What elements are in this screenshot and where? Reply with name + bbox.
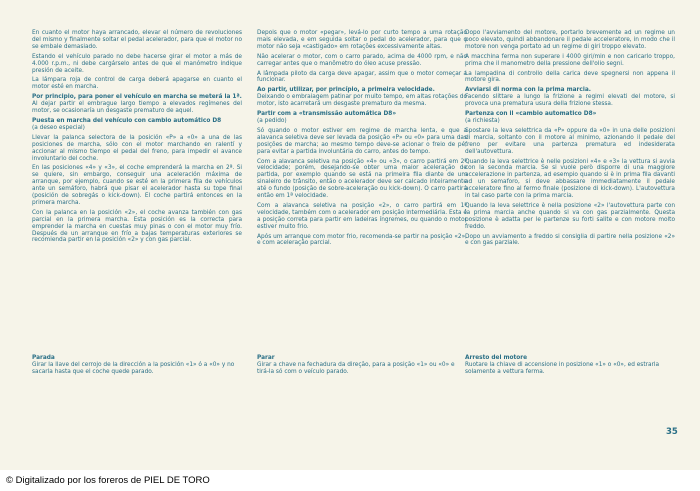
section-heading: Parada (32, 355, 55, 361)
paragraph: Não acelerar o motor, com o carro parado, acima de 4000 rpm, e não carregar antes que o manômetro do óleo acuse pressão. (257, 53, 467, 67)
paragraph: La lampadina di controllo della carica deve spegnersi non appena il motore gira. (465, 70, 675, 84)
section-stop-spanish (32, 355, 242, 376)
paragraph: En las posiciones «4» y «3», el coche emprenderá la marcha en 2ª. Si se quiere, sin embargo, conseguir una aceleración máxima de arranque, por ejemplo, cuando se esté en la primera fila de vehículos ante un semáforo, habrá que pisar el acelerador hasta su tope final (posición de sobregás o kick-down). El coche partirá entonces en la primera marcha. (32, 165, 242, 206)
paragraph-heading: Por principio, para poner el vehículo en marcha se meterá la 1ª. (32, 94, 242, 101)
paragraph: Con la palanca en la posición «2», el coche avanza también con gas parcial en la primera marcha. Esta posición es la correcta para emprender la marcha en cuestas muy pinas o con el motor muy frío. Después de un arranque en frío a bajas temperaturas exteriores se recomienda partir en la posición «2» y con gas parcial. (32, 209, 242, 244)
section-text: Girar la llave del cerrojo de la dirección a la posición «1» ó a «0» y no sacarla hasta que el coche quede parado. (32, 361, 235, 375)
paragraph: Dopo l'avviamento del motore, portarlo brevemente ad un regime un poco elevato, quindi abbandonare il pedale acceleratore, in modo che il motore non venga portato ad un regime di giri troppo elevato. (465, 30, 675, 50)
paragraph: Facendo slittare a lungo la frizione a regimi elevati del motore, si provoca una prematura usura della frizione stessa. (465, 94, 675, 108)
paragraph: (a pedido) (257, 117, 287, 124)
paragraph: A macchina ferma non superare i 4000 giri/min e non caricarlo troppo, prima che il manometro della pressione dell'olio segni. (465, 53, 675, 67)
section-heading: Arresto del motore (465, 355, 528, 361)
section-stop-portuguese (257, 355, 467, 376)
paragraph: Spostare la leva selettrica da «P» oppure da «0» in una delle posizioni di marcia, soltanto con il motore al minimo, azionando il pedale del freno per evitare una partenza prematura ed indesiderata dell'autovettura. (465, 127, 675, 155)
paragraph: Deixando o embraiagem patinar por muito tempo, em altas rotações do motor, isto acarretará um desgaste prematuro da mesma. (257, 94, 467, 108)
paragraph: Após um arranque com motor frio, recomenda-se partir na posição «2», e com aceleração parcial. (257, 233, 467, 247)
section-stop-italian (465, 355, 675, 376)
column-portuguese (257, 30, 467, 250)
section-text: Girar a chave na fechadura da direção, para a posição «1» ou «0» e tirá-la só com o veículo parado. (257, 361, 455, 375)
paragraph: (a richiesta) (465, 117, 500, 124)
paragraph: Llevar la palanca selectora de la posición «P» a «0» a una de las posiciones de marcha, sólo con el motor marchando en ralentí y accionar al mismo tiempo el pedal del freno, para impedir el avance involuntario del coche. (32, 134, 242, 162)
paragraph: En cuanto el motor haya arrancado, elevar el número de revoluciones del mismo y finalmente soltar el pedal acelerador, para que el motor no se embale demasiado. (32, 30, 242, 50)
column-italian (465, 30, 675, 250)
section-text: Ruotare la chiave di accensione in posizione «1» o «0», ed estrarla solamente a vettura ferma. (465, 361, 660, 375)
paragraph-heading: Ao partir, utilizar, por princípio, a primeira velocidade. (257, 87, 435, 94)
paragraph: Estando el vehículo parado no debe hacerse girar el motor a más de 4.000 r.p.m., ni debe cargárselo antes de que el manómetro indique presión de aceite. (32, 53, 242, 74)
paragraph-heading: Partenza con il «cambio automatico D8» (465, 111, 597, 118)
paragraph: Com a alavanca seletiva na posição «2», o carro partirá em 1ª velocidade, também com o acelerador em posição intermediária. Esta é a posição correta para partir em ladeiras íngremes, ou quando o motor estiver muito frio. (257, 202, 467, 230)
scan-credit: © Digitalizado por los foreros de PIEL DE TORO (6, 475, 210, 486)
paragraph-heading: Avviarsi di norma con la prima marcia. (465, 87, 591, 94)
paragraph: Depois que o motor «pegar», levá-lo por curto tempo a uma rotação mais elevada, e em seguida soltar o pedal do acelerador, para que o motor não seja «castigado» em rotações excessivamente altas. (257, 30, 467, 50)
column-spanish (32, 30, 242, 247)
paragraph: La lámpara roja de control de carga deberá apagarse en cuanto el motor esté en marcha. (32, 77, 242, 91)
page-number: 35 (666, 427, 678, 437)
paragraph: Quando la leva selettrice è nelle posizioni «4» e «3» la vettura si avvia con la seconda marcia. Se si vuole però disporre di una maggiore accelerazione in partenza, ad esempio quando si è in prima fila davanti ad un semaforo, si deve abbassare immediatamente il pedale acceleratore fino al fermo finale (posizione di kick-down). L'autovettura in tal caso parte con la prima marcia. (465, 158, 675, 200)
paragraph: A lâmpada piloto da carga deve apagar, assim que o motor começar a funcionar. (257, 70, 467, 84)
paragraph: Só quando o motor estiver em regime de marcha lenta, e que a alavanca seletiva deve ser levada da posição «P» ou «0» para uma das posições de marcha; ao mesmo tempo deve-se acionar o freio de pé, para evitar a partida involuntária do carro, antes do tempo. (257, 127, 467, 155)
paragraph: (a deseo especial) (32, 124, 85, 131)
paragraph: Al dejar partir el embrague largo tiempo a elevados regímenes del motor, se ocasionaría un desgaste prematuro de aquel. (32, 101, 242, 115)
paragraph: Dopo un avviamento a freddo si consiglia di partire nella posizione «2» e con gas parziale. (465, 233, 675, 247)
paragraph-heading: Puesta en marcha del vehículo con cambio automático D8 (32, 117, 222, 124)
section-heading: Parar (257, 355, 275, 361)
paragraph: Com a alavanca seletiva na posição «4» ou «3», o carro partirá em 2ª velocidade; porém, desejando-se obter uma maior aceleração de partida, por exemplo quando se está na primeira fila diante de um sinaleiro de trânsito, então o acelerador deve ser calcado inteiramente até o fundo (posição de sobre-aceleração ou kick-down). O carro partirá então em 1ª velocidade. (257, 158, 467, 200)
paragraph-heading: Partir com a «transmissão automática D8» (257, 111, 397, 118)
paragraph: Quando la leva selettrice è nella posizione «2» l'autovettura parte con la prima marcia anche quando si va con gas parzialmente. Questa posizione è adatta per le partenze su forti salite e con motore molto freddo. (465, 202, 675, 230)
